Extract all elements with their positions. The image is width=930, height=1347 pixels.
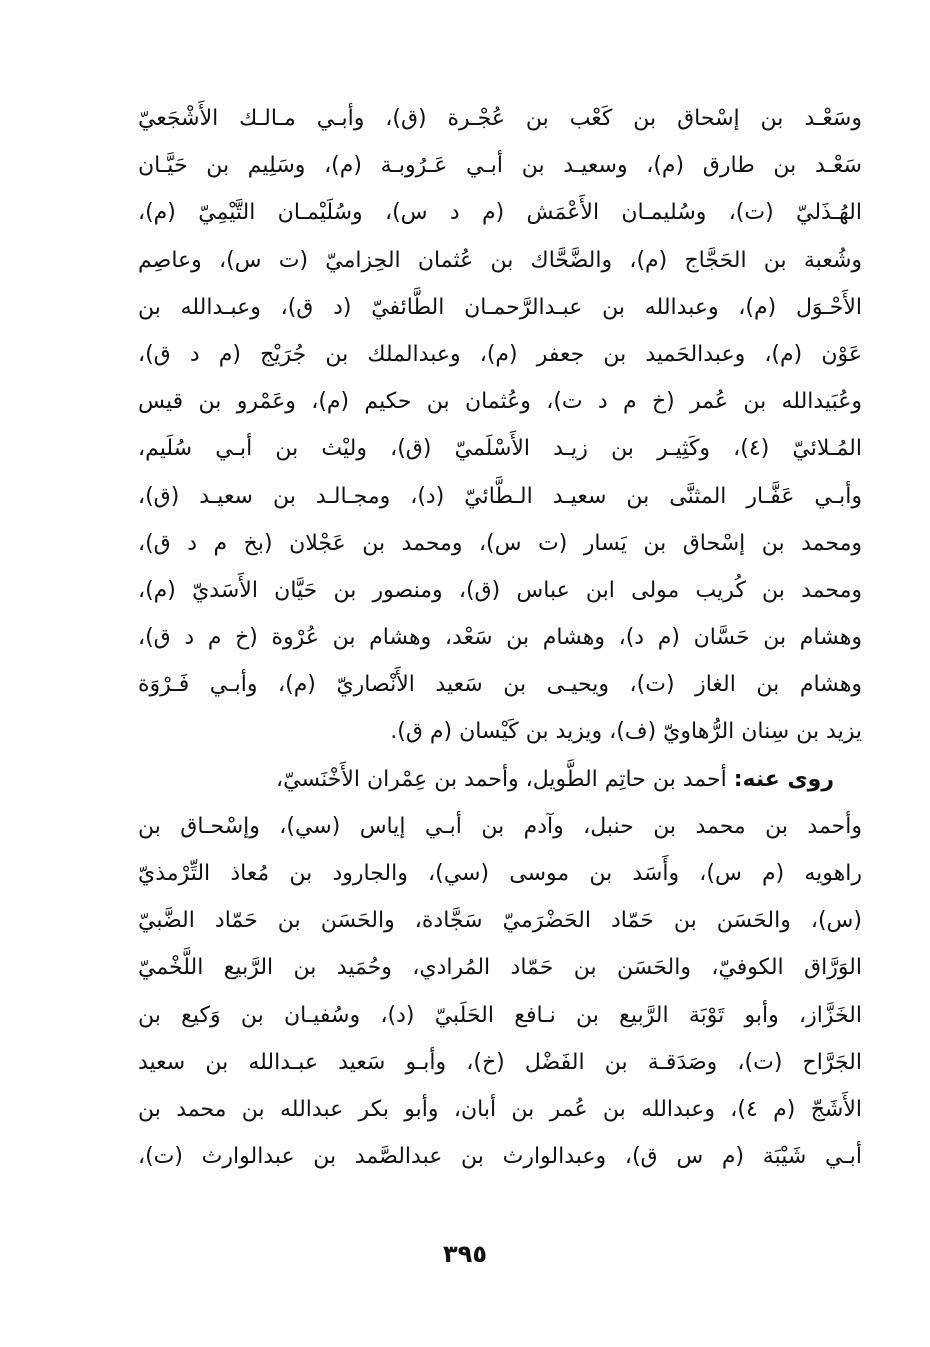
text-line: راهويه (م س)، وأَسَد بن موسى (سي)، والجارود بن مُعاذ التِّرْمذيّ (138, 861, 862, 886)
text-line: (س)، والحَسَن بن حَمّاد الحَضْرَميّ سَجَّادة، والحَسَن بن حَمّاد الضَّبيّ (138, 908, 862, 934)
text-line: الأَحْـوَل (م)، وعبدالله بن عبـدالرَّحمـان الطَّائفيّ (د ق)، وعبـدالله بن (138, 294, 862, 320)
page-number: ٣٩٥ (443, 1240, 487, 1268)
text-line: الوَرَّاق الكوفيّ، والحَسَن بن حَمّاد المُرادي، وحُمَيد بن الرَّبيع اللَّخْميّ (138, 955, 862, 981)
text-line: ومحمد بن إسْحاق بن يَسار (ت س)، ومحمد بن عَجْلان (بخ م د ق)، (138, 530, 862, 556)
text-line: وأحمد بن محمد بن حنبل، وآدم بن أبـي إياس (سي)، وإسْحـاق بن (138, 813, 862, 839)
text-line: وعُبَيدالله بن عُمر (خ م د ت)، وعُثمان بن حكيم (م)، وعَمْرو بن قيس (138, 389, 862, 415)
text-line: وشُعبة بن الحَجَّاج (م)، والضَّحَّاك بن عُثمان الحِزاميّ (ت س)، وعاصِم (138, 247, 862, 273)
text-line: أبـي شَيْبَة (م س ق)، وعبدالوارث بن عبدالصَّمد بن عبدالوارث (ت)، (138, 1144, 862, 1170)
text-line: وهشام بن حَسَّان (م د)، وهشام بن سَعْد، وهشام بن عُرْوة (خ م د ق)، (138, 625, 862, 651)
text-line: وأبـي عَفَّـار المثنَّى بن سعيـد الـطَّائيّ (د)، ومجـالـد بن سعيـد (ق)، (138, 483, 862, 509)
text-line: الأَشَجّ (م ٤)، وعبدالله بن عُمر بن أبان، وأبو بكر عبدالله بن محمد بن (138, 1096, 863, 1122)
narrators-label: روى عنه: (733, 766, 834, 792)
text-line: المُـلائيّ (٤)، وكَثِيـر بن زيـد الأَسْلَميّ (ق)، وليْث بن أبـي سُلَيم، (138, 436, 862, 462)
text-line: الخَزَّاز، وأبو تَوْبَة الرَّبيع بن نـافع الحَلَبيّ (د)، وسُفيـان بن وَكيع بن (138, 1002, 862, 1028)
text-line: وهشام بن الغاز (ت)، ويحيـى بن سَعيد الأَنْصاريّ (م)، وأبـي فَـرْوَة (138, 672, 862, 698)
text-line: الهُـذَليّ (ت)، وسُليمـان الأَعْمَش (م د س)، وسُلَيْمـان التَّيْمِيّ (م)، (138, 200, 862, 226)
text-line: وسَعْـد بن إسْحاق بن كَعْب بن عُجْـرة (ق)، وأبـي مـالـك الأَشْجَعيّ (138, 106, 862, 131)
text-line: يزيد بن سِنان الرُّهاويّ (ف)، ويزيد بن كَيْسان (م ق). (390, 719, 862, 745)
text-line-rest: أحمد بن حاتِم الطَّويل، وأحمد بن عِمْران الأَخْنَسيّ، (276, 766, 734, 792)
narrators-heading-line (138, 756, 862, 803)
text-line: سَعْـد بن طارق (م)، وسعيـد بن أبـي عَـرُوبـة (م)، وسَلِيم بن حَيَّـان (138, 153, 862, 179)
text-line: عَوْن (م)، وعبدالحَميد بن جعفر (م)، وعبدالملك بن جُرَيْج (م د ق)، (138, 341, 862, 367)
text-line: ومحمد بن كُريب مولى ابن عباس (ق)، ومنصور بن حَيَّان الأَسَديّ (م)، (138, 577, 862, 603)
text-line: الجَرَّاح (ت)، وصَدَقـة بن الفَضْل (خ)، وأبـو سَعيد عبـدالله بن سعيد (138, 1049, 862, 1075)
text-block (138, 95, 862, 1180)
